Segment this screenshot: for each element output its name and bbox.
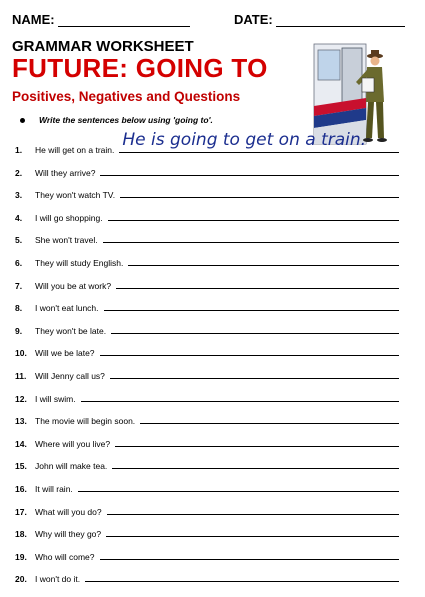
exercise-item — [15, 164, 399, 178]
exercise-item — [15, 503, 399, 517]
exercise-item — [15, 231, 399, 245]
item-number: 2. — [15, 167, 23, 178]
item-number: 19. — [15, 551, 27, 562]
answer-line[interactable] — [115, 446, 399, 447]
answer-line[interactable] — [100, 355, 399, 356]
item-number: 7. — [15, 280, 23, 291]
name-field[interactable] — [12, 12, 190, 27]
answer-line[interactable] — [100, 175, 399, 176]
item-number: 12. — [15, 393, 27, 404]
item-number: 13. — [15, 416, 27, 427]
item-question: Will you be at work? — [35, 280, 112, 291]
item-number: 8. — [15, 303, 23, 314]
item-question: I will go shopping. — [35, 212, 103, 223]
item-number: 15. — [15, 461, 27, 472]
handwritten-answer: He is going to get on a train. — [122, 130, 367, 150]
item-question: John will make tea. — [35, 461, 108, 472]
answer-line[interactable] — [119, 130, 399, 153]
exercise-item — [15, 367, 399, 381]
answer-line[interactable] — [120, 197, 399, 198]
answer-line[interactable] — [140, 423, 399, 424]
exercise-item — [15, 277, 399, 291]
worksheet-heading: FUTURE: GOING TO — [12, 53, 268, 83]
item-question: What will you do? — [35, 506, 102, 517]
item-question: Why will they go? — [35, 529, 102, 540]
name-label: NAME: — [12, 12, 55, 27]
exercise-item — [15, 525, 399, 539]
exercise-item — [15, 186, 399, 200]
item-question: Where will you live? — [35, 438, 111, 449]
item-question: Will they arrive? — [35, 167, 96, 178]
answer-line[interactable] — [100, 559, 399, 560]
answer-line[interactable] — [78, 491, 399, 492]
item-number: 18. — [15, 529, 27, 540]
item-question: I won't do it. — [35, 574, 81, 585]
answer-line[interactable] — [128, 265, 399, 266]
exercise-item — [15, 209, 399, 223]
name-line[interactable] — [58, 14, 190, 27]
exercise-item — [15, 412, 399, 426]
item-question: Will we be late? — [35, 348, 95, 359]
item-question: He will get on a train. — [35, 145, 115, 155]
item-question: Who will come? — [35, 551, 95, 562]
worksheet-title: GRAMMAR WORKSHEET — [12, 38, 194, 55]
item-number: 16. — [15, 484, 27, 494]
item-question: They won't watch TV. — [35, 190, 116, 201]
item-question: They will study English. — [35, 258, 124, 268]
exercise-item — [15, 548, 399, 562]
item-number: 9. — [15, 325, 23, 336]
item-number: 3. — [15, 190, 23, 201]
exercise-item — [15, 390, 399, 404]
date-label: DATE: — [234, 12, 273, 27]
item-number: 6. — [15, 258, 23, 268]
exercise-item — [15, 299, 399, 313]
answer-line[interactable] — [108, 220, 399, 221]
worksheet-subheading: Positives, Negatives and Questions — [12, 89, 241, 104]
exercise-item — [15, 130, 399, 155]
item-number: 1. — [15, 145, 23, 155]
answer-line[interactable] — [111, 333, 399, 334]
item-question: The movie will begin soon. — [35, 416, 136, 427]
item-question: It will rain. — [35, 484, 73, 494]
instruction-text: Write the sentences below using 'going to'. — [39, 115, 213, 125]
exercise-item — [15, 344, 399, 358]
bullet-icon — [20, 118, 25, 123]
answer-line[interactable] — [104, 310, 399, 311]
item-question: I will swim. — [35, 393, 76, 404]
date-line[interactable] — [276, 14, 405, 27]
exercise-item — [15, 435, 399, 449]
answer-line[interactable] — [103, 242, 399, 243]
exercise-item — [15, 254, 399, 268]
answer-line[interactable] — [81, 401, 399, 402]
item-number: 5. — [15, 235, 23, 246]
instruction — [20, 115, 213, 125]
answer-line[interactable] — [110, 378, 399, 379]
answer-line[interactable] — [112, 468, 399, 469]
item-question: I won't eat lunch. — [35, 303, 99, 314]
item-question: Will Jenny call us? — [35, 371, 105, 381]
date-field[interactable] — [234, 12, 405, 27]
exercise-item — [15, 480, 399, 494]
item-number: 4. — [15, 212, 23, 223]
exercise-item — [15, 322, 399, 336]
answer-line[interactable] — [85, 581, 399, 582]
item-question: She won't travel. — [35, 235, 98, 246]
answer-line[interactable] — [106, 536, 399, 537]
item-number: 14. — [15, 438, 27, 449]
item-number: 10. — [15, 348, 27, 359]
answer-line[interactable] — [116, 288, 399, 289]
item-number: 11. — [15, 371, 27, 381]
exercise-item — [15, 457, 399, 471]
item-number: 20. — [15, 574, 27, 585]
exercise-item — [15, 570, 399, 584]
item-question: They won't be late. — [35, 325, 107, 336]
answer-line[interactable] — [107, 514, 399, 515]
item-number: 17. — [15, 506, 27, 517]
